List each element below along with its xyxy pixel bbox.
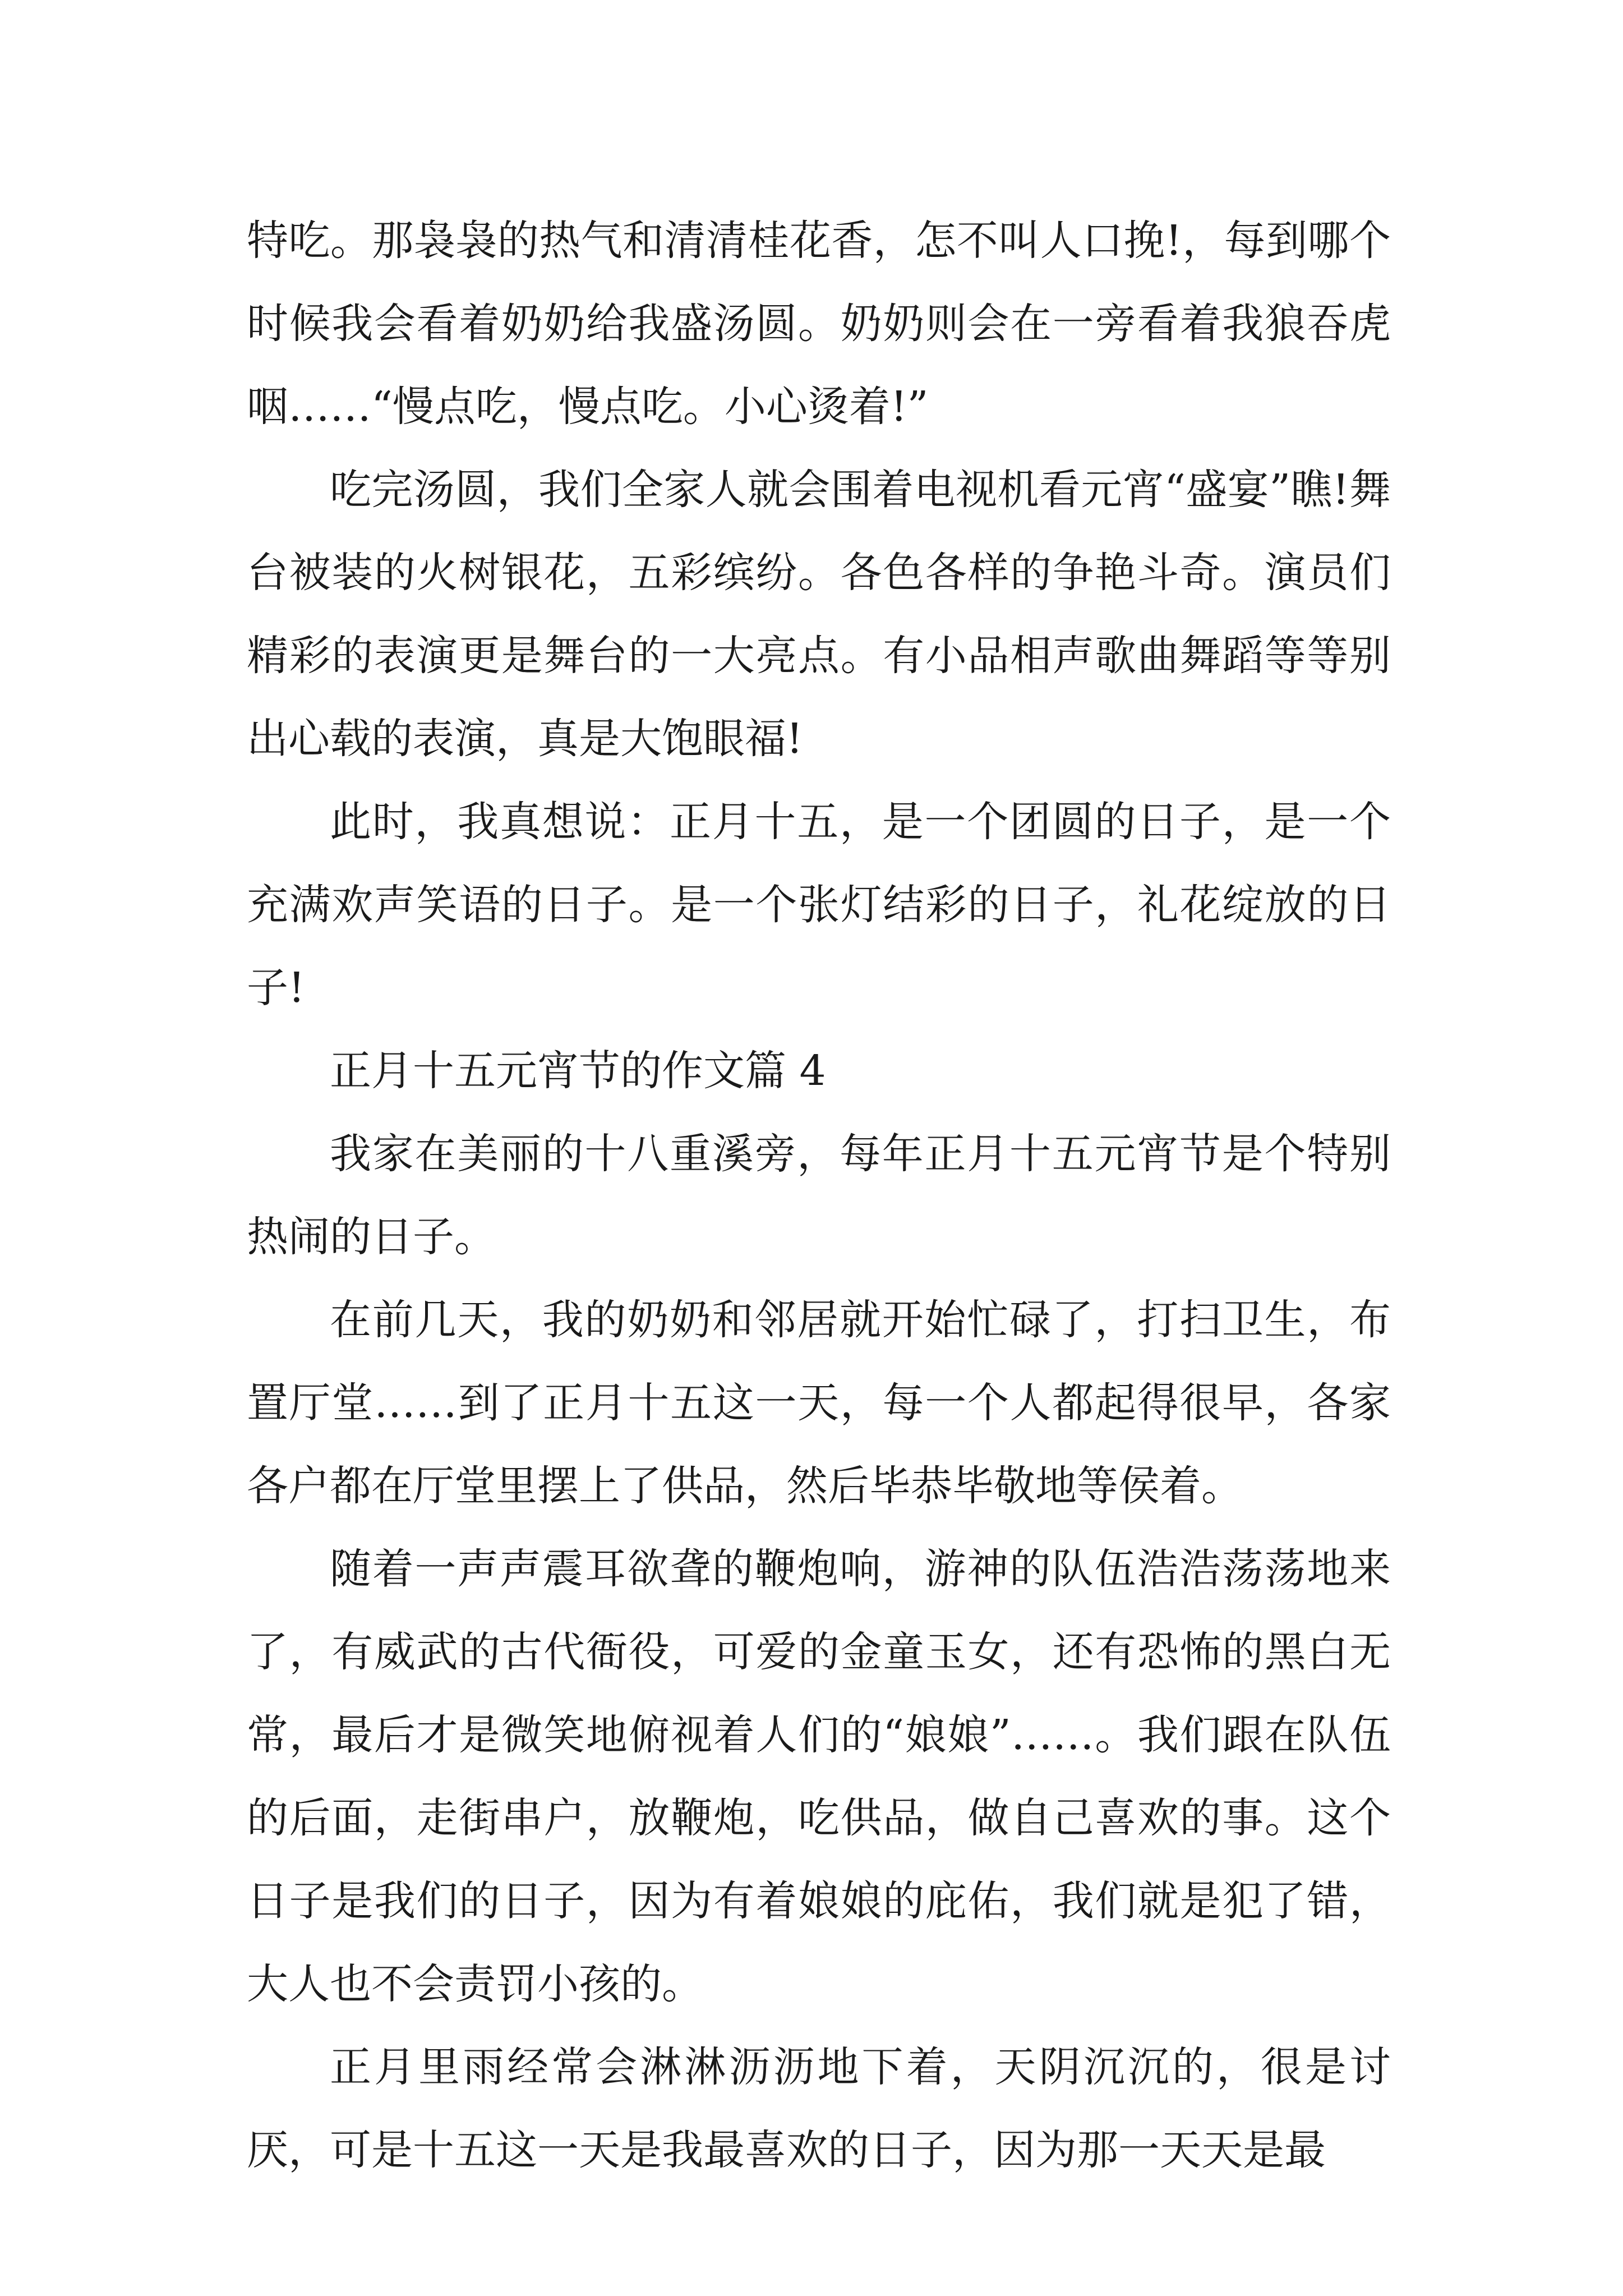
paragraph-procession: 随着一声声震耳欲聋的鞭炮响，游神的队伍浩浩荡荡地来了，有威武的古代衙役，可爱的金童玉女，还有恐怖的黑白无常，最后才是微笑地俯视着人们的“娘娘”……。我们跟在队伍的后面，走街串户，放鞭炮，吃供品，做自己喜欢的事。这个日子是我们的日子，因为有着娘娘的庇佑，我们就是犯了错，大人也不会责罚小孩的。 <box>247 1545 1391 2008</box>
paragraph-hometown: 我家在美丽的十八重溪旁，每年正月十五元宵节是个特别热闹的日子。 <box>247 1130 1391 1261</box>
paragraph-lantern-gala: 吃完汤圆，我们全家人就会围着电视机看元宵“盛宴”瞧!舞台被装的火树银花，五彩缤纷。各色各样的争艳斗奇。演员们精彩的表演更是舞台的一大亮点。有小品相声歌曲舞蹈等等别出心载的表演，真是大饱眼福! <box>247 466 1391 763</box>
section-heading: 正月十五元宵节的作文篇 4 <box>330 1047 826 1095</box>
paragraph-continuation: 特吃。那袅袅的热气和清清桂花香，怎不叫人口挽!，每到哪个时候我会看着奶奶给我盛汤圆。奶奶则会在一旁看着我狼吞虎咽……“慢点吃，慢点吃。小心烫着!” <box>247 217 1391 431</box>
paragraph-reflection: 此时，我真想说：正月十五，是一个团圆的日子，是一个充满欢声笑语的日子。是一个张灯结彩的日子，礼花绽放的日子! <box>247 798 1391 1012</box>
paragraph-weather: 正月里雨经常会淋淋沥沥地下着，天阴沉沉的，很是讨厌，可是十五这一天是我最喜欢的日子，因为那一天天是最 <box>247 2043 1391 2174</box>
document-body <box>247 199 1391 2192</box>
paragraph-preparation: 在前几天，我的奶奶和邻居就开始忙碌了，打扫卫生，布置厅堂……到了正月十五这一天，每一个人都起得很早，各家各户都在厅堂里摆上了供品，然后毕恭毕敬地等侯着。 <box>247 1296 1391 1510</box>
